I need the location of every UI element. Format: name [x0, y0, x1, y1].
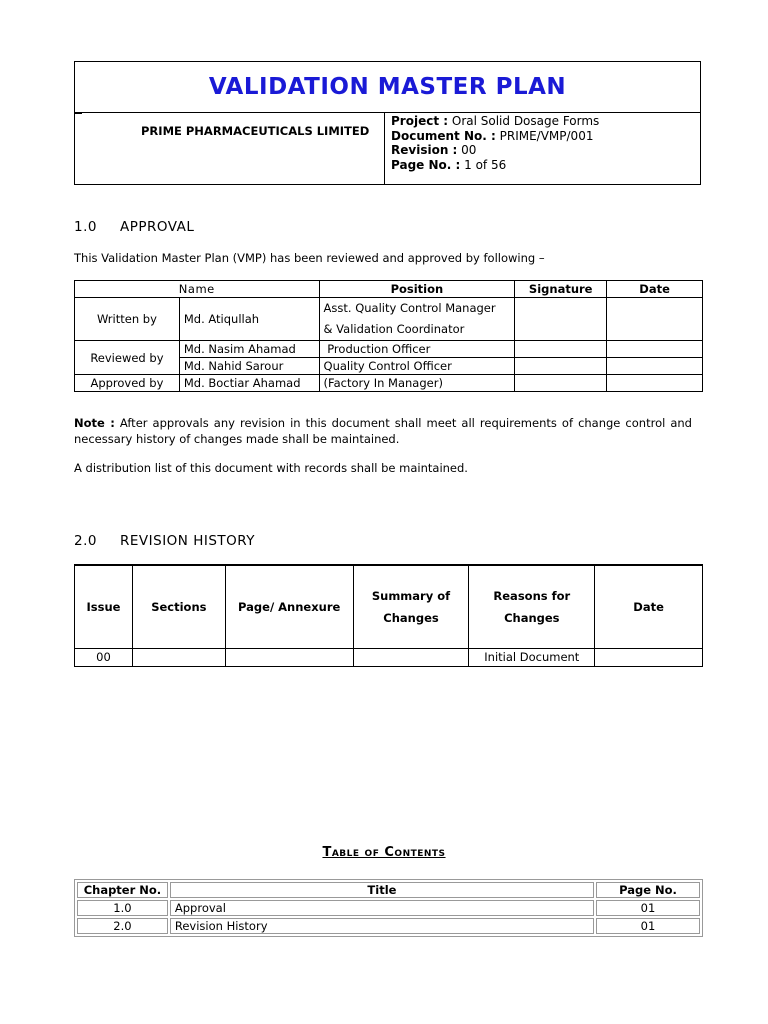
toc-title: Table of Contents [322, 845, 446, 860]
page-cell [225, 649, 353, 667]
role-written-by: Written by [75, 298, 180, 341]
table-row [75, 649, 703, 667]
reasons-line-2: Changes [504, 611, 560, 625]
revision-value: 00 [461, 143, 477, 157]
signature-cell [515, 375, 607, 392]
docno-value: PRIME/VMP/001 [499, 128, 594, 143]
note-paragraph [74, 415, 692, 447]
table-row [77, 900, 700, 916]
approval-table [74, 280, 703, 392]
table-row [75, 298, 703, 341]
approval-title: APPROVAL [120, 219, 195, 235]
reasons-line-1: Reasons for [493, 589, 571, 603]
position-line-2: & Validation Coordinator [323, 322, 465, 336]
approver-name: Md. Boctiar Ahamad [179, 375, 319, 392]
signature-cell [515, 341, 607, 358]
table-row [75, 375, 703, 392]
approver-name: Md. Nasim Ahamad [179, 341, 319, 358]
project-label: Project : [391, 114, 449, 128]
date-cell [607, 358, 703, 375]
table-row [75, 341, 703, 358]
toc-page: 01 [596, 918, 700, 934]
approval-heading [74, 219, 194, 235]
revision-heading [74, 533, 255, 549]
approver-position [319, 298, 515, 341]
role-approved-by: Approved by [75, 375, 180, 392]
approver-position: Production Officer [319, 341, 515, 358]
table-row [77, 918, 700, 934]
revision-title: REVISION HISTORY [120, 533, 256, 549]
toc-table [74, 879, 703, 937]
docno-line [391, 129, 599, 144]
toc-chapter: 2.0 [77, 918, 168, 934]
page-value: 1 of 56 [464, 157, 507, 172]
note-text: After approvals any revision in this document shall meet all requirements of change control and necessary history of changes made shall be maintained. [74, 416, 692, 446]
col-summary [353, 565, 469, 649]
page-label: Page No. : [391, 157, 461, 172]
note-label: Note : [74, 416, 115, 430]
header-divider [384, 113, 385, 185]
approval-intro: This Validation Master Plan (VMP) has been reviewed and approved by following – [74, 251, 545, 265]
col-signature: Signature [515, 281, 607, 298]
col-date: Date [595, 565, 703, 649]
document-title: VALIDATION MASTER PLAN [75, 62, 700, 113]
project-line [391, 114, 599, 129]
approval-header-row [75, 281, 703, 298]
sections-cell [132, 649, 225, 667]
toc-entry-approval[interactable]: Approval [170, 900, 594, 916]
approver-position: Quality Control Officer [319, 358, 515, 375]
approver-name: Md. Nahid Sarour [179, 358, 319, 375]
date-cell [607, 298, 703, 341]
date-cell [607, 341, 703, 358]
toc-page: 01 [596, 900, 700, 916]
company-name: PRIME PHARMACEUTICALS LIMITED [141, 124, 370, 138]
page-line [391, 158, 599, 173]
date-cell [607, 375, 703, 392]
summary-line-1: Summary of [371, 589, 451, 603]
document-meta [391, 114, 599, 172]
document-header [74, 61, 701, 185]
col-sections: Sections [132, 565, 225, 649]
docno-label: Document No. : [391, 128, 496, 143]
revision-line [391, 143, 599, 158]
approval-number: 1.0 [74, 219, 97, 235]
col-name: Name [75, 281, 320, 298]
col-reasons [469, 565, 595, 649]
role-reviewed-by: Reviewed by [75, 341, 180, 375]
revision-number: 2.0 [74, 533, 97, 549]
toc-chapter: 1.0 [77, 900, 168, 916]
col-title: Title [170, 882, 594, 898]
col-chapter: Chapter No. [77, 882, 168, 898]
toc-header-row [77, 882, 700, 898]
project-value: Oral Solid Dosage Forms [451, 114, 600, 128]
summary-cell [353, 649, 469, 667]
toc-entry-revision-history[interactable]: Revision History [170, 918, 594, 934]
approver-name: Md. Atiqullah [179, 298, 319, 341]
col-issue: Issue [75, 565, 133, 649]
revision-label: Revision : [391, 143, 458, 157]
summary-line-2: Changes [383, 611, 439, 625]
revision-header-row [75, 565, 703, 649]
col-page-annexure: Page/ Annexure [225, 565, 353, 649]
signature-cell [515, 298, 607, 341]
position-line-1: Asst. Quality Control Manager [323, 301, 496, 315]
col-position: Position [319, 281, 515, 298]
signature-cell [515, 358, 607, 375]
revision-history-table [74, 564, 703, 667]
date-cell [595, 649, 703, 667]
distribution-note: A distribution list of this document with records shall be maintained. [74, 461, 468, 475]
reasons-cell: Initial Document [469, 649, 595, 667]
col-date: Date [607, 281, 703, 298]
col-page: Page No. [596, 882, 700, 898]
issue-cell: 00 [75, 649, 133, 667]
approver-position: (Factory In Manager) [319, 375, 515, 392]
